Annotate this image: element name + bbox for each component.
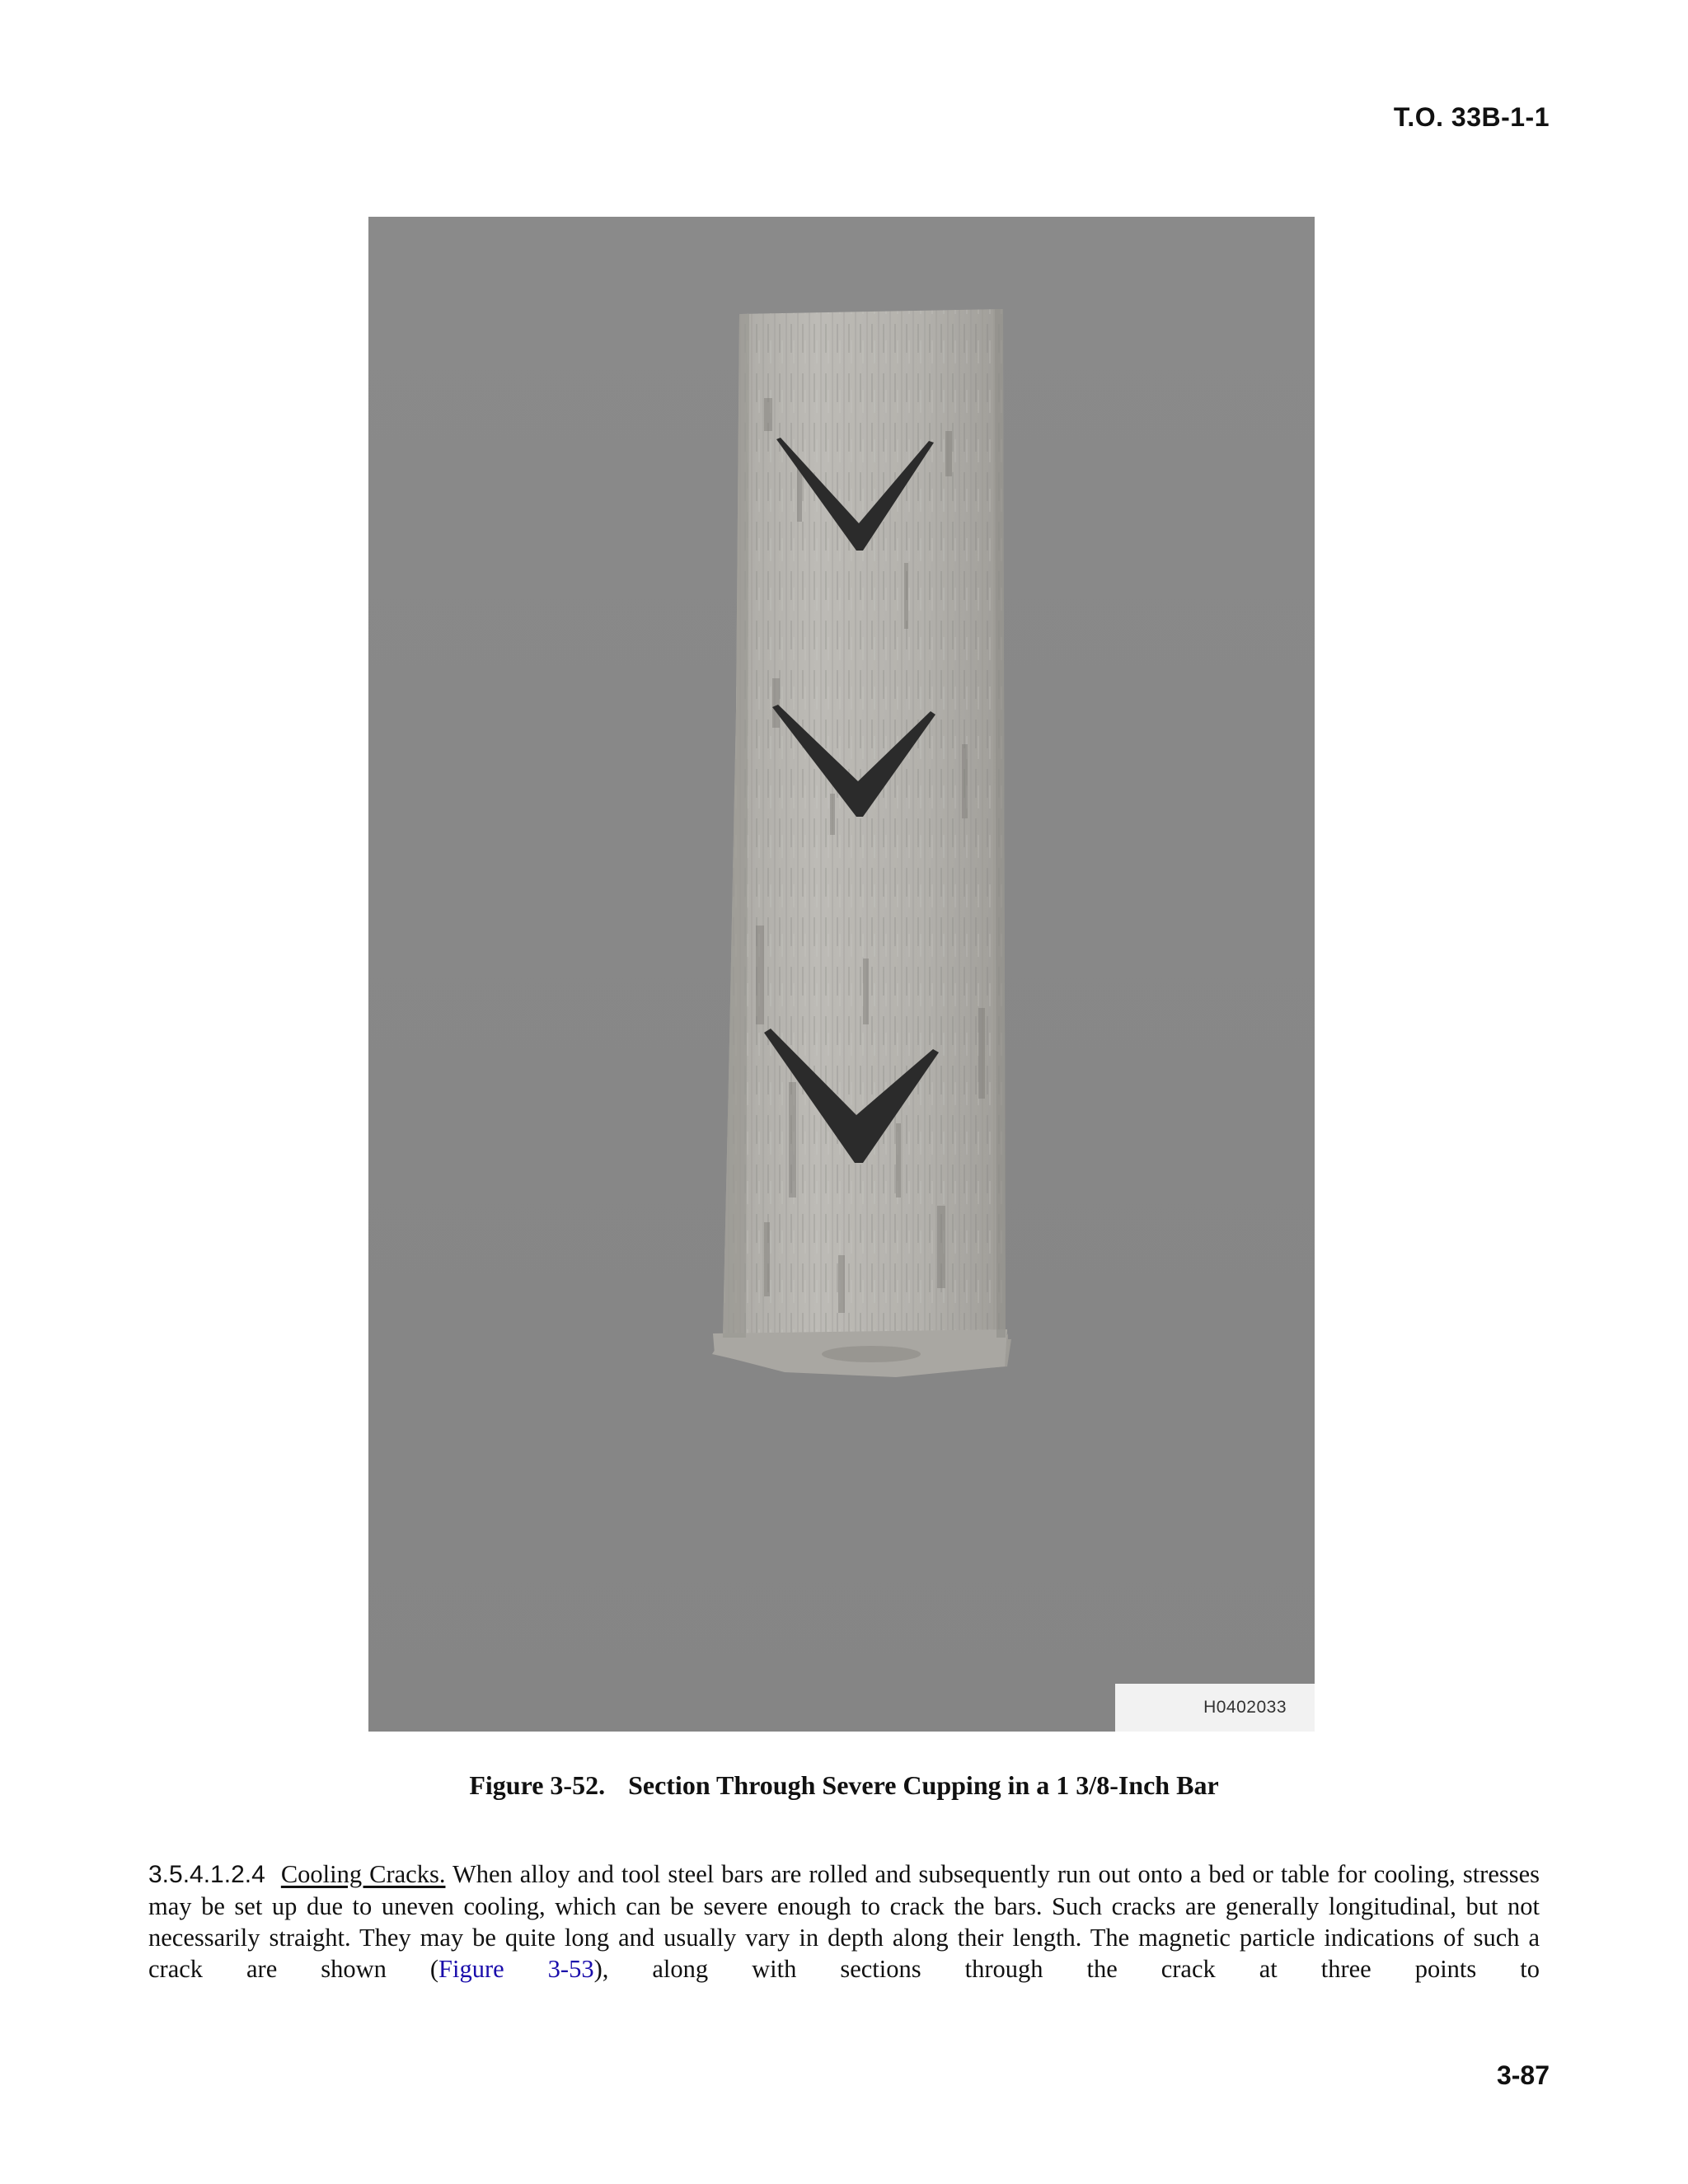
caption-number: Figure 3-52. bbox=[469, 1770, 606, 1800]
figure-3-53-link[interactable]: Figure 3-53 bbox=[438, 1955, 594, 1983]
caption-title: Section Through Severe Cupping in a 1 3/8-Inch Bar bbox=[628, 1770, 1219, 1800]
paragraph-text: When alloy and tool steel bars are rolled and subsequently run out onto a bed or table for cooling, stresses may be set up due to uneven cooling, which can be severe enough to crack the bars. Such cracks are generally longitudinal, but not necessarily straight. They may be quite long and usually vary in depth along their length. The magnetic particle indications of such a crack are shown ( bbox=[148, 1860, 1540, 1983]
bar-section-photo bbox=[368, 217, 1315, 1732]
page-number: 3-87 bbox=[1496, 2060, 1550, 2090]
header-doc-id: T.O. 33B-1-1 bbox=[1393, 102, 1550, 132]
paragraph-text-continued: ), along with sections through the crack at three points to bbox=[593, 1955, 1540, 1983]
paragraph-number: 3.5.4.1.2.4 bbox=[148, 1861, 265, 1888]
figure-image-id: H0402033 bbox=[1115, 1684, 1315, 1732]
figure-photo bbox=[368, 217, 1315, 1732]
paragraph-title: Cooling Cracks. bbox=[280, 1860, 446, 1888]
figure-caption bbox=[0, 1770, 1688, 1801]
paragraph-body bbox=[148, 1858, 1540, 1985]
